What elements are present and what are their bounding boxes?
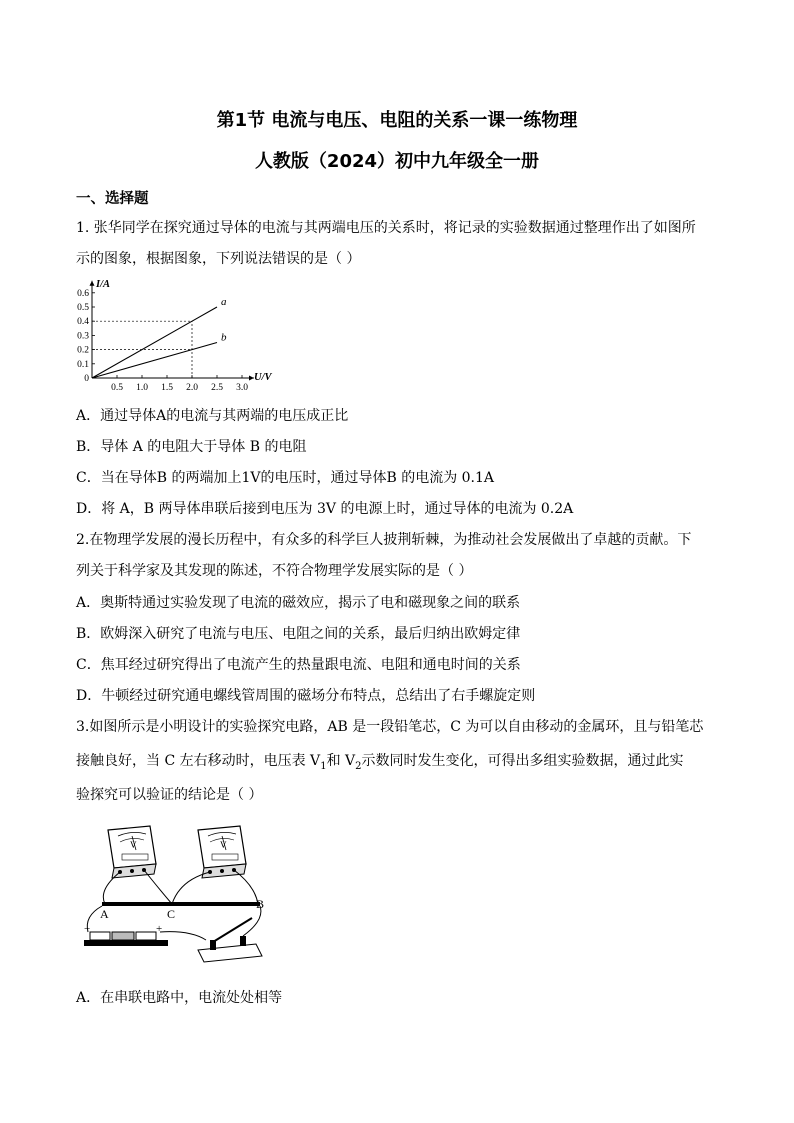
svg-text:+: + [156,923,163,935]
series-label-b: b [221,331,227,344]
q2-option-a: A．奥斯特通过实验发现了电流的磁效应，揭示了电和磁现象之间的联系 [76,595,521,611]
series-line-a [92,307,217,378]
x-tick-label: 2.5 [211,383,223,393]
x-tick-label: 0.5 [111,383,123,393]
svg-text:−: − [84,923,91,935]
page-title-line1: 第1节 电流与电压、电阻的关系一课一练物理 [216,110,578,131]
x-tick-label: 1.0 [136,383,148,393]
svg-text:A: A [100,907,109,921]
q2-stem-line2: 列关于科学家及其发现的陈述，不符合物理学发展实际的是（ ） [76,563,473,579]
y-tick-label: 0.2 [77,345,89,356]
q3-stem-line3: 验探究可以验证的结论是（ ） [76,787,263,803]
voltmeter-v2 [198,826,246,878]
q1-option-c: C．当在导体B 的两端加上1V的电压时，通过导体B 的电流为 0.1A [76,470,495,486]
page-title-line2: 人教版（2024）初中九年级全一册 [254,151,540,172]
q1-option-a: A．通过导体A的电流与其两端的电压成正比 [76,408,349,424]
y-tick-label: 0.1 [77,359,89,370]
series-line-b [92,343,217,379]
y-tick-label: 0.3 [77,331,89,342]
pencil-lead-ab [102,902,260,906]
battery [84,923,168,946]
q2-option-b: B．欧姆深入研究了电流与电压、电阻之间的关系，最后归纳出欧姆定律 [76,626,521,642]
q1-stem-line2: 示的图象，根据图象，下列说法错误的是（ ） [76,251,361,267]
y-axis-label: I/A [96,278,111,290]
voltmeter-v1 [108,826,156,878]
y-tick-label: 0.5 [77,303,89,313]
q3-stem-line2: 接触良好，当 C 左右移动时，电压表 $V_1$和 $V_2$示数同时发生变化，可得出多组实验数据，通过此实 [76,753,684,772]
iv-graph [70,275,272,393]
q3-option-a: A．在串联电路中，电流处处相等 [76,990,283,1006]
y-axis-arrow [90,281,95,286]
q1-option-b: B．导体 A 的电阻大于导体 B 的电阻 [76,439,307,455]
y-tick-label: 0.4 [77,317,89,328]
q2-option-d: D．牛顿经过研究通电螺线管周围的磁场分布特点，总结出了右手螺旋定则 [76,688,536,704]
x-tick-label: 2.0 [186,383,198,393]
x-axis-label: U/V [254,372,272,383]
svg-text:C: C [167,907,176,921]
svg-text:V: V [220,840,227,850]
circuit-diagram [80,820,280,970]
x-tick-label: 1.5 [161,383,173,393]
svg-text:B: B [256,897,265,911]
knife-switch [198,918,262,962]
q2-stem-line1: 2.在物理学发展的漫长历程中，有众多的科学巨人披荆斩棘，为推动社会发展做出了卓越的贡献。下 [76,532,692,548]
origin-label: 0 [84,374,89,384]
svg-text:V: V [130,840,137,850]
series-label-a: a [221,296,227,308]
q3-stem-line1: 3.如图所示是小明设计的实验探究电路，AB 是一段铅笔芯，C 为可以自由移动的金属环，且与铅笔芯 [76,719,704,735]
section-heading: 一、选择题 [76,191,149,207]
q2-option-c: C．焦耳经过研究得出了电流产生的热量跟电流、电阻和通电时间的关系 [76,657,521,673]
q1-stem-line1: 1. 张华同学在探究通过导体的电流与其两端电压的关系时，将记录的实验数据通过整理作出了如图所 [76,220,696,236]
q1-option-d: D．将 A，B 两导体串联后接到电压为 3V 的电源上时，通过导体的电流为 0.2A [76,501,574,517]
x-tick-label: 3.0 [236,383,248,393]
y-tick-label: 0.6 [77,288,89,299]
